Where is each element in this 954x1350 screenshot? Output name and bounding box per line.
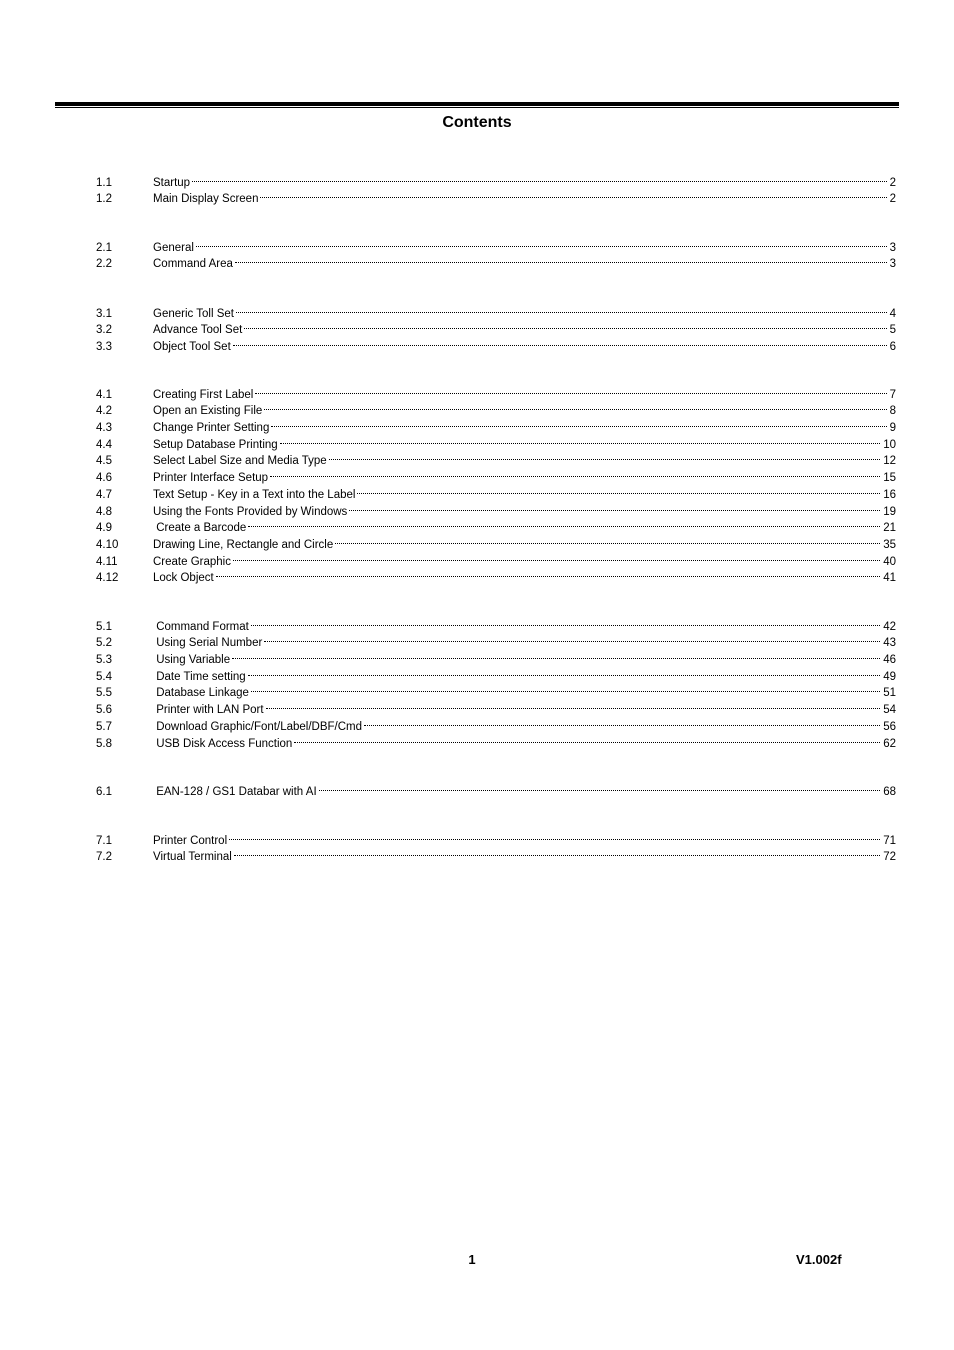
toc-entry-page: 3	[889, 241, 896, 254]
toc-entry-number: 1.1	[96, 176, 112, 189]
toc-entry-title: Generic Toll Set	[153, 307, 234, 320]
toc-entry-title: Create a Barcode	[153, 522, 247, 535]
toc-entry-title: Text Setup - Key in a Text into the Label	[153, 488, 356, 501]
toc-entry[interactable]	[96, 515, 896, 535]
toc-entry-number: 4.5	[96, 455, 112, 468]
toc-leader-dots	[264, 630, 880, 647]
toc-entry-number: 4.12	[96, 572, 119, 585]
toc-entry-page: 49	[883, 670, 896, 683]
toc-entry-title: Advance Tool Set	[153, 324, 243, 337]
toc-entry-page: 35	[883, 538, 896, 551]
toc-leader-dots	[248, 663, 881, 680]
toc-entry[interactable]	[96, 464, 896, 485]
toc-leader-dots	[235, 251, 887, 268]
toc-group-7	[96, 827, 896, 864]
table-of-contents	[96, 0, 896, 1350]
toc-entry[interactable]	[96, 565, 896, 585]
toc-entry[interactable]	[96, 317, 896, 337]
toc-leader-dots	[255, 381, 886, 398]
toc-entry-page: 4	[889, 307, 896, 320]
toc-entry-page: 8	[889, 405, 896, 418]
toc-entry-number: 5.3	[96, 654, 112, 667]
toc-entry-page: 42	[883, 620, 896, 633]
toc-entry[interactable]	[96, 169, 896, 189]
toc-entry-number: 4.11	[96, 555, 118, 568]
toc-group-1	[96, 169, 896, 206]
toc-leader-dots	[244, 317, 886, 334]
toc-entry-title: USB Disk Access Function	[153, 737, 293, 750]
toc-leader-dots	[192, 169, 887, 186]
toc-entry-number: 5.1	[96, 620, 112, 633]
toc-entry[interactable]	[96, 730, 896, 750]
toc-entry[interactable]	[96, 251, 896, 271]
toc-entry[interactable]	[96, 381, 896, 401]
toc-leader-dots	[335, 531, 880, 548]
toc-group-2	[96, 234, 896, 271]
toc-leader-dots	[251, 613, 880, 630]
toc-leader-dots	[232, 646, 880, 663]
toc-entry-number: 5.6	[96, 704, 112, 717]
toc-entry-page: 10	[883, 438, 896, 451]
toc-entry-page: 68	[883, 785, 896, 798]
toc-entry[interactable]	[96, 630, 896, 650]
toc-leader-dots	[270, 464, 880, 481]
footer-page-number: 1	[468, 1252, 476, 1267]
toc-entry-title: Main Display Screen	[153, 193, 259, 206]
toc-entry[interactable]	[96, 398, 896, 418]
toc-leader-dots	[329, 448, 881, 465]
toc-entry[interactable]	[96, 414, 896, 435]
toc-entry-title: Printer Control	[153, 834, 228, 847]
toc-entry[interactable]	[96, 778, 896, 798]
toc-entry-title: Object Tool Set	[153, 341, 231, 354]
toc-entry-title: Lock Object	[153, 572, 214, 585]
toc-leader-dots	[233, 333, 887, 350]
toc-entry-page: 72	[883, 851, 896, 864]
toc-entry-page: 3	[889, 258, 896, 271]
toc-entry-page: 43	[883, 637, 896, 650]
toc-entry-title: Command Area	[153, 258, 233, 271]
toc-entry-number: 5.5	[96, 687, 112, 700]
toc-entry-title: Create Graphic	[153, 555, 231, 568]
toc-entry-number: 4.1	[96, 388, 112, 401]
toc-entry-title: Date Time setting	[153, 670, 246, 683]
toc-entry-number: 3.2	[96, 324, 112, 337]
toc-entry-title: Printer Interface Setup	[153, 472, 269, 485]
toc-entry-page: 51	[883, 687, 896, 700]
toc-entry[interactable]	[96, 663, 896, 683]
footer-version: V1.002f	[796, 1252, 842, 1267]
toc-entry-number: 5.4	[96, 670, 112, 683]
toc-entry[interactable]	[96, 481, 896, 501]
toc-leader-dots	[248, 515, 880, 532]
toc-entry-number: 7.2	[96, 851, 112, 864]
toc-leader-dots	[280, 431, 881, 448]
toc-entry-page: 5	[889, 324, 896, 337]
toc-entry-number: 3.3	[96, 341, 112, 354]
toc-entry-page: 46	[883, 654, 896, 667]
toc-entry-page: 15	[883, 472, 896, 485]
page-title: Contents	[442, 114, 512, 131]
toc-entry-title: General	[153, 241, 194, 254]
toc-entry[interactable]	[96, 696, 896, 717]
toc-leader-dots	[229, 827, 880, 844]
toc-entry[interactable]	[96, 613, 896, 633]
toc-leader-dots	[251, 680, 880, 697]
toc-entry-title: Creating First Label	[153, 388, 254, 401]
toc-entry-number: 4.7	[96, 488, 112, 501]
toc-entry-page: 19	[883, 505, 896, 518]
toc-entry-page: 40	[883, 555, 896, 568]
toc-leader-dots	[216, 565, 880, 582]
toc-entry[interactable]	[96, 646, 896, 667]
toc-entry-number: 3.1	[96, 307, 112, 320]
toc-entry-title: Open an Existing File	[153, 405, 263, 418]
toc-entry-number: 4.2	[96, 405, 112, 418]
toc-leader-dots	[266, 696, 881, 713]
toc-entry-number: 4.8	[96, 505, 112, 518]
toc-entry-title: Virtual Terminal	[153, 851, 232, 864]
toc-entry-title: Using the Fonts Provided by Windows	[153, 505, 348, 518]
toc-entry-page: 41	[883, 572, 896, 585]
toc-entry-page: 7	[889, 388, 896, 401]
toc-group-3	[96, 300, 896, 354]
toc-entry-title: Command Format	[153, 620, 249, 633]
toc-leader-dots	[233, 548, 880, 565]
toc-entry-page: 54	[883, 704, 896, 717]
toc-entry-page: 62	[883, 737, 896, 750]
toc-entry-page: 71	[883, 834, 896, 847]
toc-entry-title: Change Printer Setting	[153, 422, 270, 435]
toc-entry[interactable]	[96, 827, 896, 847]
toc-entry-number: 2.2	[96, 258, 112, 271]
toc-entry[interactable]	[96, 548, 896, 568]
toc-entry-title: Printer with LAN Port	[153, 704, 264, 717]
toc-group-6	[96, 778, 896, 798]
toc-leader-dots	[236, 300, 887, 317]
toc-leader-dots	[364, 713, 880, 730]
toc-group-4	[96, 381, 896, 585]
toc-entry[interactable]	[96, 448, 896, 468]
toc-entry-title: Using Serial Number	[153, 637, 263, 650]
toc-entry[interactable]	[96, 234, 896, 254]
toc-entry-number: 4.4	[96, 438, 112, 451]
toc-entry-page: 21	[883, 522, 896, 535]
toc-entry[interactable]	[96, 431, 896, 451]
toc-entry-page: 16	[883, 488, 896, 501]
toc-leader-dots	[271, 414, 886, 431]
toc-entry[interactable]	[96, 680, 896, 700]
toc-entry-page: 56	[883, 720, 896, 733]
toc-entry-number: 5.7	[96, 720, 112, 733]
toc-leader-dots	[349, 498, 880, 515]
toc-entry-number: 4.3	[96, 422, 112, 435]
toc-leader-dots	[264, 398, 886, 415]
toc-entry-title: Drawing Line, Rectangle and Circle	[153, 538, 334, 551]
toc-entry-number: 4.6	[96, 472, 112, 485]
toc-entry-title: Setup Database Printing	[153, 438, 278, 451]
toc-leader-dots	[294, 730, 880, 747]
toc-entry-title: Startup	[153, 176, 191, 189]
toc-entry[interactable]	[96, 531, 896, 551]
toc-entry-number: 5.8	[96, 737, 112, 750]
toc-entry[interactable]	[96, 300, 896, 320]
toc-group-5	[96, 613, 896, 750]
toc-leader-dots	[196, 234, 887, 251]
toc-entry-title: Database Linkage	[153, 687, 249, 700]
toc-entry-title: Select Label Size and Media Type	[153, 455, 327, 468]
toc-leader-dots	[260, 186, 886, 203]
toc-entry-number: 1.2	[96, 193, 112, 206]
toc-leader-dots	[357, 481, 880, 498]
toc-entry-number: 4.10	[96, 538, 119, 551]
toc-entry-number: 7.1	[96, 834, 112, 847]
toc-entry[interactable]	[96, 186, 896, 206]
toc-entry-page: 2	[889, 176, 896, 189]
toc-leader-dots	[234, 844, 880, 861]
toc-entry[interactable]	[96, 498, 896, 518]
toc-entry-page: 2	[889, 193, 896, 206]
toc-entry[interactable]	[96, 333, 896, 354]
toc-entry-title: Download Graphic/Font/Label/DBF/Cmd	[153, 720, 363, 733]
toc-entry-title: Using Variable	[153, 654, 231, 667]
toc-entry-number: 6.1	[96, 785, 112, 798]
toc-entry-page: 6	[889, 341, 896, 354]
toc-entry-number: 5.2	[96, 637, 112, 650]
toc-entry-title: EAN-128 / GS1 Databar with AI	[153, 785, 317, 798]
toc-entry[interactable]	[96, 844, 896, 864]
toc-entry-number: 2.1	[96, 241, 112, 254]
toc-leader-dots	[319, 778, 881, 795]
toc-entry-number: 4.9	[96, 522, 112, 535]
toc-entry[interactable]	[96, 713, 896, 733]
toc-entry-page: 12	[883, 455, 896, 468]
toc-entry-page: 9	[889, 422, 896, 435]
